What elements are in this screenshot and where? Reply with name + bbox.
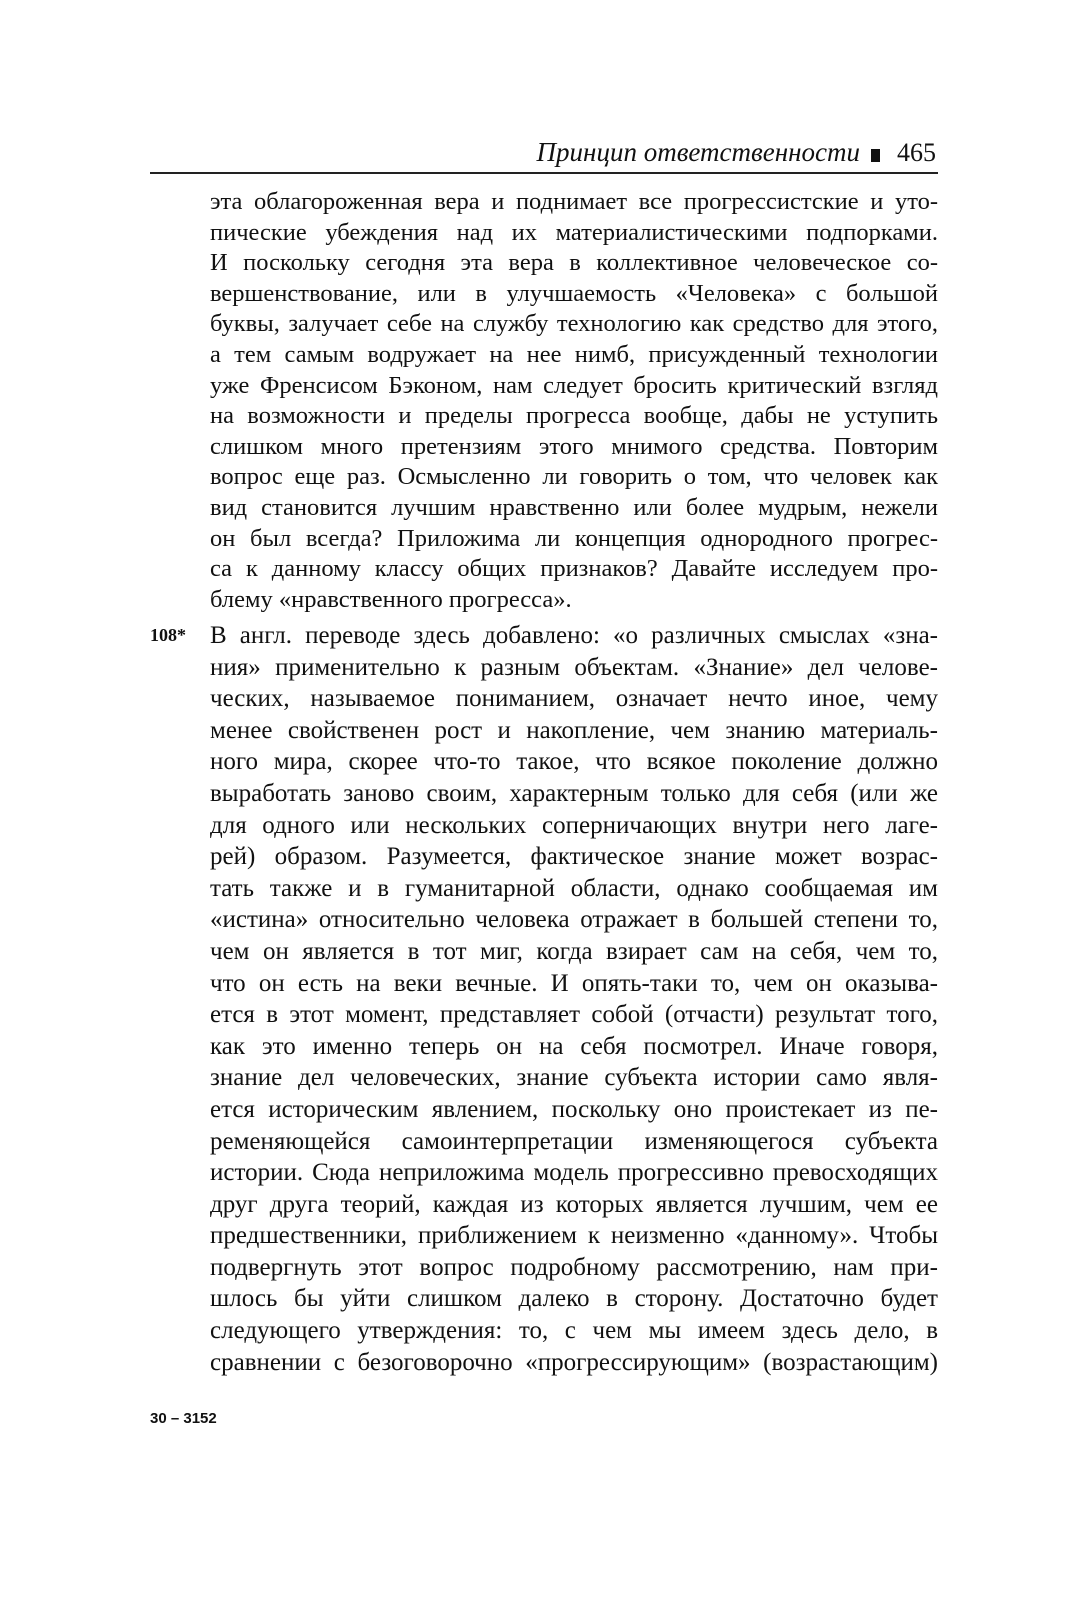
note-line: ременяющейся самоинтерпретации изменяющегося субъекта (210, 1127, 938, 1155)
note-line: что он есть на веки вечные. И опять-таки то, чем он оказыва- (210, 969, 938, 997)
note-line: ется в этот момент, представляет собой (отчасти) результат того, (210, 1001, 938, 1029)
note-line: шлось бы уйти слишком далеко в сторону. Достаточно будет (210, 1285, 938, 1313)
note-line: ческих, называемое пониманием, означает нечто иное, чему (210, 685, 938, 713)
note-line: рей) образом. Разумеется, фактическое знание может возрас- (210, 843, 938, 871)
text-line: са к данному классу общих признаков? Давайте исследуем про- (210, 555, 938, 583)
text-line: вершенствование, или в улучшаемость «Человека» с большой (210, 279, 938, 307)
text-line: слишком много претензиям этого мнимого средства. Повторим (210, 432, 938, 460)
text-line: пические убеждения над их материалистическими подпорками. (210, 218, 938, 246)
text-line: эта облагороженная вера и поднимает все прогрессистские и уто- (210, 188, 938, 215)
note-line: для одного или нескольких соперничающих внутри него лаге- (210, 811, 938, 839)
note-line: В англ. переводе здесь добавлено: «о различных смыслах «зна- (210, 622, 938, 649)
note-line: знание дел человеческих, знание субъекта истории само явля- (210, 1064, 938, 1092)
text-line: вопрос еще раз. Осмысленно ли говорить о том, что человек как (210, 463, 938, 491)
square-bullet-icon (871, 149, 880, 162)
note-line: подвергнуть этот вопрос подробному рассмотрению, нам при- (210, 1253, 938, 1281)
running-head (150, 132, 938, 174)
note-line: следующего утверждения: то, с чем мы имеем здесь дело, в (210, 1317, 938, 1345)
note-line: чем он является в тот миг, когда взирает сам на себя, чем то, (210, 937, 938, 965)
note-line: ния» применительно к разным объектам. «Знание» дел челове- (210, 653, 938, 681)
note-line: ного мира, скорее что-то такое, что всякое поколение должно (210, 748, 938, 776)
note-line: друг друга теорий, каждая из которых является лучшим, чем ее (210, 1190, 938, 1218)
text-line: блему «нравственного прогресса». (210, 585, 572, 613)
note-line: выработать заново своим, характерным только для себя (или же (210, 779, 938, 807)
note-marker: 108* (150, 625, 186, 645)
text-line: вид становится лучшим нравственно или более мудрым, нежели (210, 493, 938, 521)
note-line: тать также и в гуманитарной области, однако сообщаемая им (210, 874, 938, 902)
running-head-title: Принцип ответственности (536, 137, 860, 167)
note-line: предшественники, приближением к неизменно «данному». Чтобы (210, 1222, 938, 1250)
text-line: на возможности и пределы прогресса вообще, дабы не уступить (210, 402, 938, 430)
note-line: ется историческим явлением, поскольку оно проистекает из пе- (210, 1095, 938, 1123)
note-line: сравнении с безоговорочно «прогрессирующим» (возрастающим) (210, 1348, 938, 1376)
printer-signature-mark: 30 – 3152 (150, 1410, 217, 1427)
note-line: «истина» относительно человека отражает в большей степени то, (210, 906, 938, 934)
text-line: уже Френсисом Бэконом, нам следует бросить критический взгляд (210, 371, 938, 399)
note-line: как это именно теперь он на себя посмотрел. Иначе говоря, (210, 1032, 938, 1060)
text-line: он был всегда? Приложима ли концепция однородного прогрес- (210, 524, 938, 552)
note-text (210, 620, 938, 1378)
text-line: И поскольку сегодня эта вера в коллективное человеческое со- (210, 249, 938, 277)
text-line: буквы, залучает себе на службу технологию как средство для этого, (210, 310, 938, 338)
main-text (210, 187, 938, 615)
page-number: 465 (897, 138, 936, 167)
text-line: а тем самым водружает на нее нимб, присужденный технологии (210, 340, 938, 368)
note-line: истории. Сюда неприложима модель прогрессивно превосходящих (210, 1159, 938, 1187)
note-line: менее свойственен рост и накопление, чем знанию материаль- (210, 716, 938, 744)
